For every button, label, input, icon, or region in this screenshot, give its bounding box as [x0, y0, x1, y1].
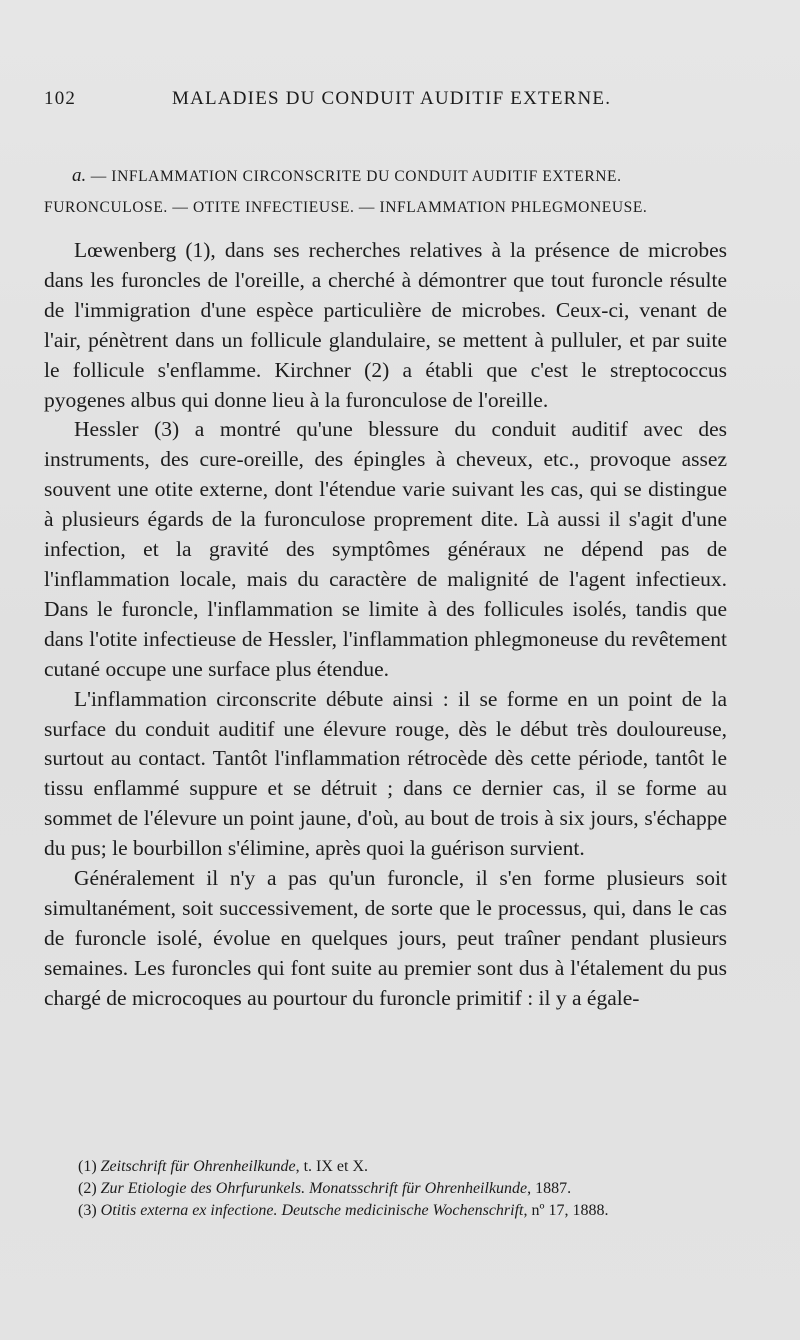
- paragraph-hessler: Hessler (3) a montré qu'une blessure du conduit auditif avec des instruments, des cure-oreille, des épingles à cheveux, etc., provoque assez souvent une otite externe, dont l'étendue varie suivant les cas, qui se distingue à plusieurs égards de la furonculose proprement dite. Là aussi il s'agit d'une infection, et la gravité des symptômes généraux ne dépend pas de l'inflammation locale, mais du caractère de malignité de l'agent infectieux. Dans le furoncle, l'inflammation se limite à des follicules isolés, tandis que dans l'otite infectieuse de Hessler, l'inflammation phlegmoneuse du revêtement cutané occupe une surface plus étendue.: [44, 417, 727, 681]
- footnote-marker: (2): [78, 1180, 97, 1197]
- footnote-3: [60, 1200, 728, 1222]
- footnote-1: [60, 1156, 728, 1178]
- paragraph-inflammation-circonscrite: L'inflammation circonscrite débute ainsi : il se forme en un point de la surface du conduit auditif une élevure rouge, dès le début très douloureuse, surtout au contact. Tantôt l'inflammation rétrocède dès cette période, tantôt le tissu enflammé suppure et se détruit ; dans ce dernier cas, il se forme au sommet de l'élevure un point jaune, d'où, au bout de trois à six jours, s'échappe du pus; le bourbillon s'élimine, après quoi la guérison survient.: [44, 686, 727, 861]
- section-title-part-1: — INFLAMMATION CIRCONSCRITE DU CONDUIT AUDITIF EXTERNE.: [90, 168, 622, 185]
- section-heading: [44, 160, 734, 223]
- footnotes: [60, 1156, 728, 1222]
- section-heading-line-1: [44, 160, 734, 192]
- running-title: MALADIES DU CONDUIT AUDITIF EXTERNE.: [172, 88, 612, 109]
- footnote-detail: , t. IX et X.: [295, 1158, 369, 1175]
- body-text: [44, 236, 727, 1014]
- page-number: 102: [44, 88, 77, 109]
- footnote-citation: Zeitschrift für Ohrenheilkunde: [100, 1158, 296, 1175]
- section-letter: a.: [72, 165, 87, 186]
- paragraph-generalement: Généralement il n'y a pas qu'un furoncle, il s'en forme plusieurs soit simultanément, soit successivement, de sorte que le processus, qui, dans le cas de furoncle isolé, évolue en quelques jours, peut traîner pendant plusieurs semaines. Les furoncles qui font suite au premier sont dus à l'étalement du pus chargé de microcoques au pourtour du furoncle primitif : il y a égale-: [44, 866, 727, 1010]
- section-heading-line-2: FURONCULOSE. — OTITE INFECTIEUSE. — INFLAMMATION PHLEGMONEUSE.: [44, 199, 648, 216]
- footnote-citation: Otitis externa ex infectione. Deutsche medicinische Wochenschrift: [100, 1202, 524, 1219]
- footnote-2: [60, 1178, 728, 1200]
- footnote-detail: , 1887.: [527, 1180, 572, 1197]
- footnote-marker: (1): [78, 1158, 97, 1175]
- footnote-detail: , nº 17, 1888.: [523, 1202, 609, 1219]
- paragraph-loewenberg: Lœwenberg (1), dans ses recherches relatives à la présence de microbes dans les furoncles de l'oreille, a cherché à démontrer que tout furoncle résulte de l'immigration d'une espèce particulière de microbes. Ceux-ci, venant de l'air, pénètrent dans un follicule glandulaire, se mettent à pulluler, et par suite le follicule s'enflamme. Kirchner (2) a établi que c'est le streptococcus pyogenes albus qui donne lieu à la furonculose de l'oreille.: [44, 238, 727, 412]
- footnote-marker: (3): [78, 1202, 97, 1219]
- footnote-citation: Zur Etiologie des Ohrfurunkels. Monatsschrift für Ohrenheilkunde: [100, 1180, 528, 1197]
